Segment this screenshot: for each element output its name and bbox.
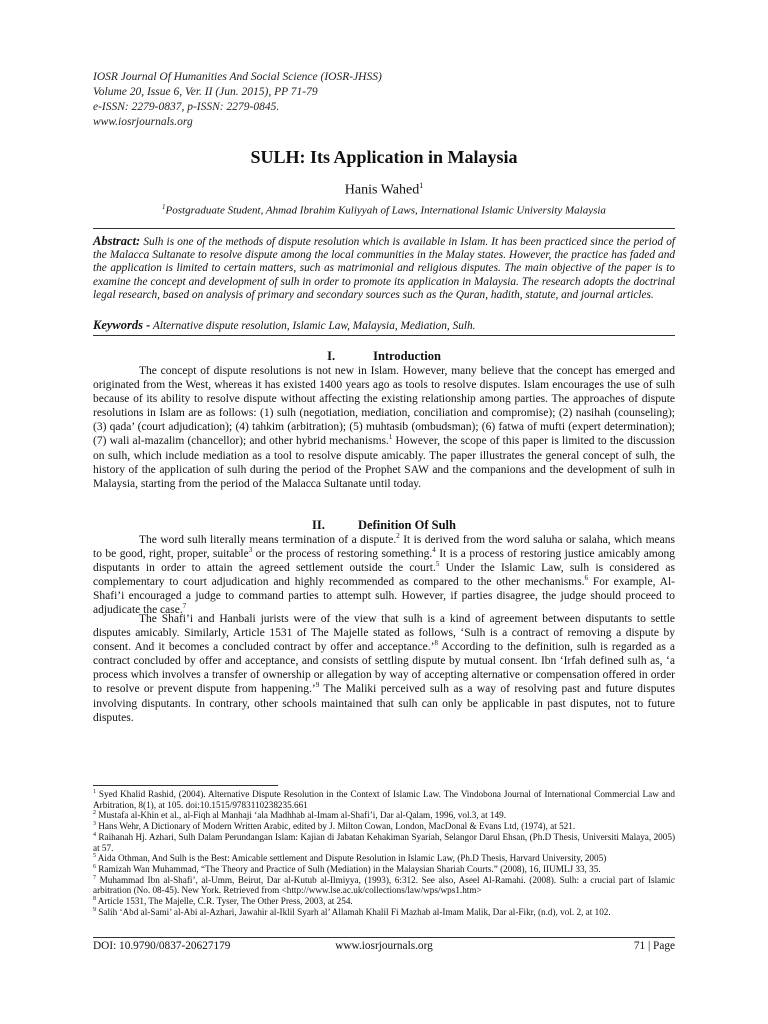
footer-page-number: 71 | Page bbox=[633, 940, 675, 952]
author bbox=[93, 181, 675, 199]
footnote-ref[interactable]: 8 bbox=[434, 639, 438, 648]
def1-text-b: It is derived from the word saluha or salaha, which means to be good, right, proper, suitable bbox=[93, 534, 675, 561]
footer-divider bbox=[93, 937, 675, 938]
footnote-ref[interactable]: 4 bbox=[432, 546, 436, 555]
footnote bbox=[93, 853, 675, 864]
def2-text-b: According to the definition, sulh is regarded as a contract concluded by offer and acceptance, and consists of settling dispute by mutual consent. Ibn ‘Irfah defined sulh as, ‘a process which involves a transfer of ownership or allegation by way of accepting alternative or compensation offered in order to resolve or prevent dispute from happening.’ bbox=[93, 641, 676, 696]
intro-text-2: However, the scope of this paper is limited to the discussion on sulh, which include mediation as a tool to resolve dispute amicably. The paper illustrates the general concept of sulh, the history of the application of sulh during the period of the Prophet SAW and the companions and the development of sulh in Malaysia, starting from the period of the Malacca Sultanate until today. bbox=[93, 435, 675, 490]
footnote bbox=[93, 875, 675, 896]
footnote-number: 1 bbox=[93, 788, 96, 795]
footnote-text: Aida Othman, And Sulh is the Best: Amicable settlement and Dispute Resolution in Islamic Law, (Ph.D Thesis, Harvard University, 2005) bbox=[96, 853, 607, 864]
def2-text-c: The Maliki perceived sulh as a way of resolving past and future disputes involving disputants. In contrary, other schools maintained that sulh can only be applicable in past disputes, not to future disputes. bbox=[93, 683, 675, 724]
divider-bottom bbox=[93, 335, 675, 336]
intro-paragraph bbox=[93, 364, 675, 491]
author-name: Hanis Wahed bbox=[344, 182, 420, 198]
intro-text-1: The concept of dispute resolutions is not new in Islam. However, many believe that the concept has emerged and originated from the West, whereas it has existed 1400 years ago as tools to resolve disputes. Islam encourages the use of sulh because of its ability to resolve dispute without affecting the existing relationship among parties. The approaches of dispute resolutions in Islam are as follows: (1) sulh (negotiation, mediation, conciliation and compromise); (2) nasihah (counseling); (3) qada’ (court adjudication); (4) tahkim (arbitration); (5) muhtasib (ombudsman); (6) fatwa of mufti (expert determination); (7) wali al-mazalim (chancellor); and other hybrid mechanisms. bbox=[93, 365, 675, 448]
footnote-number: 7 bbox=[93, 874, 96, 881]
author-sup: 1 bbox=[419, 181, 424, 190]
footnote-divider bbox=[93, 785, 278, 786]
def1-text-a: The word sulh literally means termination of a dispute. bbox=[139, 534, 397, 546]
footnote-ref[interactable]: 5 bbox=[435, 560, 440, 569]
footnote-text: Article 1531, The Majelle, C.R. Tyser, The Other Press, 2003, at 254. bbox=[96, 896, 353, 907]
journal-header bbox=[93, 70, 382, 130]
footer-site[interactable]: www.iosrjournals.org bbox=[335, 940, 433, 952]
footnotes bbox=[93, 789, 675, 917]
def1-text-e: Under the Islamic Law, sulh is considered as complementary to court adjudication and highly recommended as compared to the other mechanisms. bbox=[93, 562, 675, 589]
def2-text-a: The Shafi’i and Hanbali jurists were of the view that sulh is a kind of agreement between disputants to settle disputes amicably. Similarly, Article 1531 of The Majelle stated as follows, ‘Sulh is a contract of removing a dispute by consent. And it becomes a concluded contract by offer and acceptance.’ bbox=[93, 613, 675, 654]
footnote-text: Ramizah Wan Muhammad, “The Theory and Practice of Sulh (Mediation) in the Malaysian Shariah Courts.” (2008), 16, IIUMLJ 33, 35. bbox=[96, 863, 601, 874]
footnote-number: 8 bbox=[93, 895, 96, 902]
divider-top bbox=[93, 228, 675, 229]
abstract-text: Sulh is one of the methods of dispute resolution which is available in Islam. It has been practiced since the period of the Malacca Sultanate to resolve dispute among the local communities in the Malay states. However, the practice has faded and the application is limited to certain matters, such as matrimonial and religious disputes. The main objective of the paper is to examine the concept and development of sulh in order to promote its application in Malaysia. The research adopts the doctrinal legal research, based on analysis of primary and secondary sources such as the Quran, hadith, statute, and journal articles. bbox=[93, 236, 675, 301]
footnote bbox=[93, 810, 675, 821]
footnote-number: 4 bbox=[93, 831, 96, 838]
keywords-text: Alternative dispute resolution, Islamic Law, Malaysia, Mediation, Sulh. bbox=[152, 320, 476, 332]
footnote-text: Salih ‘Abd al-Sami’ al-Abi al-Azhari, Jawahir al-Iklil Syarh al’ Allamah Khalil Fi Mazhab al-Imam Malik, Dar al-Fikr, (n.d), vol. 2, at 102. bbox=[96, 906, 611, 917]
footnote bbox=[93, 789, 675, 810]
paper-title: SULH: Its Application in Malaysia bbox=[250, 147, 518, 167]
journal-url: www.iosrjournals.org bbox=[93, 116, 193, 128]
footnote bbox=[93, 832, 675, 853]
footnote bbox=[93, 821, 675, 832]
definition-paragraph-1 bbox=[93, 533, 675, 618]
footnote-ref[interactable]: 9 bbox=[315, 681, 320, 690]
footnote-ref[interactable]: 7 bbox=[182, 602, 187, 611]
keywords-label: Keywords - bbox=[93, 318, 151, 332]
def1-text-d: It is a process of restoring justice amicably among disputants in order to attain the agreed settlement outside the court. bbox=[93, 548, 676, 575]
footnote-text: Hans Wehr, A Dictionary of Modern Written Arabic, edited by J. Milton Cowan, London, MacDonal & Evans Ltd, (1974), at 521. bbox=[96, 821, 576, 832]
section-title: Introduction bbox=[373, 349, 441, 363]
footnote-number: 3 bbox=[93, 821, 96, 828]
section-heading-introduction bbox=[93, 349, 675, 364]
keywords bbox=[93, 318, 675, 333]
journal-volume: Volume 20, Issue 6, Ver. II (Jun. 2015), PP 71-79 bbox=[93, 86, 318, 98]
section-title: Definition Of Sulh bbox=[358, 518, 456, 532]
section-number: I. bbox=[327, 349, 336, 363]
section-heading-definition bbox=[93, 518, 675, 533]
footnote bbox=[93, 864, 675, 875]
def1-text-c: or the process of restoring something. bbox=[252, 548, 433, 561]
footnote bbox=[93, 896, 675, 907]
footnote-number: 2 bbox=[93, 810, 96, 817]
affiliation-sup: 1 bbox=[162, 203, 166, 211]
footnote-number: 9 bbox=[93, 906, 96, 913]
definition-paragraph-2 bbox=[93, 612, 675, 725]
footnote-ref[interactable]: 2 bbox=[396, 532, 400, 541]
footnote-number: 6 bbox=[93, 863, 96, 870]
footnote-ref[interactable]: 3 bbox=[248, 546, 253, 555]
def1-text-f: For example, Al-Shafi’i encouraged a judge to command parties to attempt sulh. However, if parties disagree, the judge should proceed to adjudicate the case. bbox=[93, 576, 675, 617]
footnote-text: Muhammad Ibn al-Shafi’, al-Umm, Beirut, Dar al-Kutub al-Ilmiyya, (1993), 6:312. See also, Aseel Al-Ramahi. (2008). Sulh: a crucial part of Islamic arbitration (No. 08-45). New York. Retrieved from <http://www.lse.ac.uk/collections/law/wps/wps1.htm> bbox=[93, 874, 675, 896]
footnote-ref[interactable]: 6 bbox=[584, 574, 588, 583]
affiliation-text: Postgraduate Student, Ahmad Ibrahim Kuliyyah of Laws, International Islamic University Malaysia bbox=[165, 204, 606, 217]
footer-doi[interactable]: DOI: 10.9790/0837-20627179 bbox=[93, 940, 231, 952]
footnote-text: Syed Khalid Rashid, (2004). Alternative Dispute Resolution in the Context of Islamic Law. The Vindobona Journal of International Commercial Law and Arbitration, 8(1), at 105. doi:10.1515/9783110238235.661 bbox=[93, 789, 675, 810]
footnote-ref[interactable]: 1 bbox=[388, 433, 393, 442]
abstract-label: Abstract: bbox=[93, 234, 141, 248]
journal-issn: e-ISSN: 2279-0837, p-ISSN: 2279-0845. bbox=[93, 101, 280, 113]
footnote bbox=[93, 907, 675, 918]
section-number: II. bbox=[312, 518, 325, 532]
journal-name: IOSR Journal Of Humanities And Social Science (IOSR-JHSS) bbox=[93, 71, 382, 83]
abstract bbox=[93, 235, 675, 302]
footnote-text: Mustafa al-Khin et al., al-Fiqh al Manhaji ‘ala Madhhab al-Imam al-Shafi’i, Dar al-Qalam, 1996, vol.3, at 149. bbox=[96, 810, 506, 821]
affiliation bbox=[93, 203, 675, 217]
footnote-text: Raihanah Hj. Azhari, Sulh Dalam Perundangan Islam: Kajian di Jabatan Kehakiman Syariah, Selangor Darul Ehsan, (Ph.D Thesis, Universiti Malaya, 2005) at 57. bbox=[93, 831, 675, 853]
footnote-number: 5 bbox=[93, 853, 96, 860]
